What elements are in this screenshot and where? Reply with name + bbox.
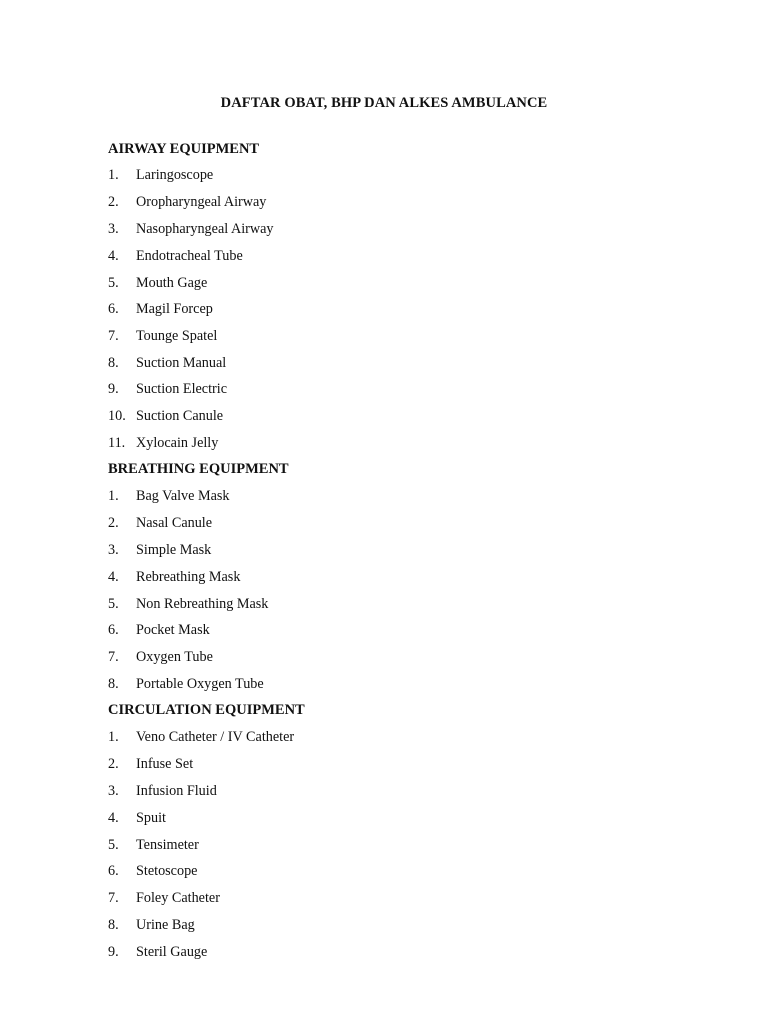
item-number: 6. [108, 301, 119, 317]
item-label: Steril Gauge [136, 944, 208, 960]
item-number: 6. [108, 863, 119, 879]
item-label: Pocket Mask [136, 622, 210, 638]
item-number: 4. [108, 248, 119, 264]
item-label: Magil Forcep [136, 301, 213, 317]
section-heading-breathing: BREATHING EQUIPMENT [108, 461, 289, 477]
item-label: Suction Manual [136, 355, 227, 371]
item-number: 9. [108, 381, 119, 397]
item-number: 2. [108, 194, 119, 210]
item-label: Infusion Fluid [136, 783, 217, 799]
item-number: 9. [108, 944, 119, 960]
item-number: 3. [108, 542, 119, 558]
item-number: 8. [108, 917, 119, 933]
item-label: Laringoscope [136, 167, 214, 183]
item-number: 8. [108, 676, 119, 692]
item-number: 10. [108, 408, 126, 424]
item-label: Stetoscope [136, 863, 198, 879]
item-number: 1. [108, 488, 119, 504]
item-number: 2. [108, 515, 119, 531]
item-label: Tensimeter [136, 837, 199, 853]
item-label: Nasopharyngeal Airway [136, 221, 274, 237]
item-number: 3. [108, 221, 119, 237]
item-number: 11. [108, 435, 126, 451]
item-number: 7. [108, 328, 119, 344]
item-number: 5. [108, 837, 119, 853]
item-number: 4. [108, 810, 119, 826]
item-label: Infuse Set [136, 756, 194, 772]
item-label: Urine Bag [136, 917, 195, 933]
item-label: Foley Catheter [136, 890, 220, 906]
item-label: Suction Electric [136, 381, 228, 397]
item-number: 5. [108, 596, 119, 612]
item-label: Nasal Canule [136, 515, 213, 531]
item-number: 4. [108, 569, 119, 585]
item-label: Portable Oxygen Tube [136, 676, 264, 692]
item-label: Tounge Spatel [136, 328, 218, 344]
item-label: Spuit [136, 810, 166, 826]
item-number: 6. [108, 622, 119, 638]
document-title: DAFTAR OBAT, BHP DAN ALKES AMBULANCE [220, 95, 548, 111]
item-label: Mouth Gage [136, 275, 208, 291]
item-label: Endotracheal Tube [136, 248, 243, 264]
item-label: Non Rebreathing Mask [136, 596, 269, 612]
item-label: Xylocain Jelly [136, 435, 219, 451]
section-heading-airway: AIRWAY EQUIPMENT [108, 141, 260, 157]
item-number: 1. [108, 167, 119, 183]
item-number: 7. [108, 890, 119, 906]
item-number: 8. [108, 355, 119, 371]
item-label: Oropharyngeal Airway [136, 194, 267, 210]
item-label: Bag Valve Mask [136, 488, 230, 504]
item-label: Rebreathing Mask [136, 569, 241, 585]
item-number: 2. [108, 756, 119, 772]
item-label: Simple Mask [136, 542, 212, 558]
section-heading-circulation: CIRCULATION EQUIPMENT [108, 702, 305, 718]
item-label: Oxygen Tube [136, 649, 213, 665]
item-number: 3. [108, 783, 119, 799]
item-label: Suction Canule [136, 408, 224, 424]
item-label: Veno Catheter / IV Catheter [136, 729, 295, 745]
item-number: 7. [108, 649, 119, 665]
item-number: 5. [108, 275, 119, 291]
item-number: 1. [108, 729, 119, 745]
